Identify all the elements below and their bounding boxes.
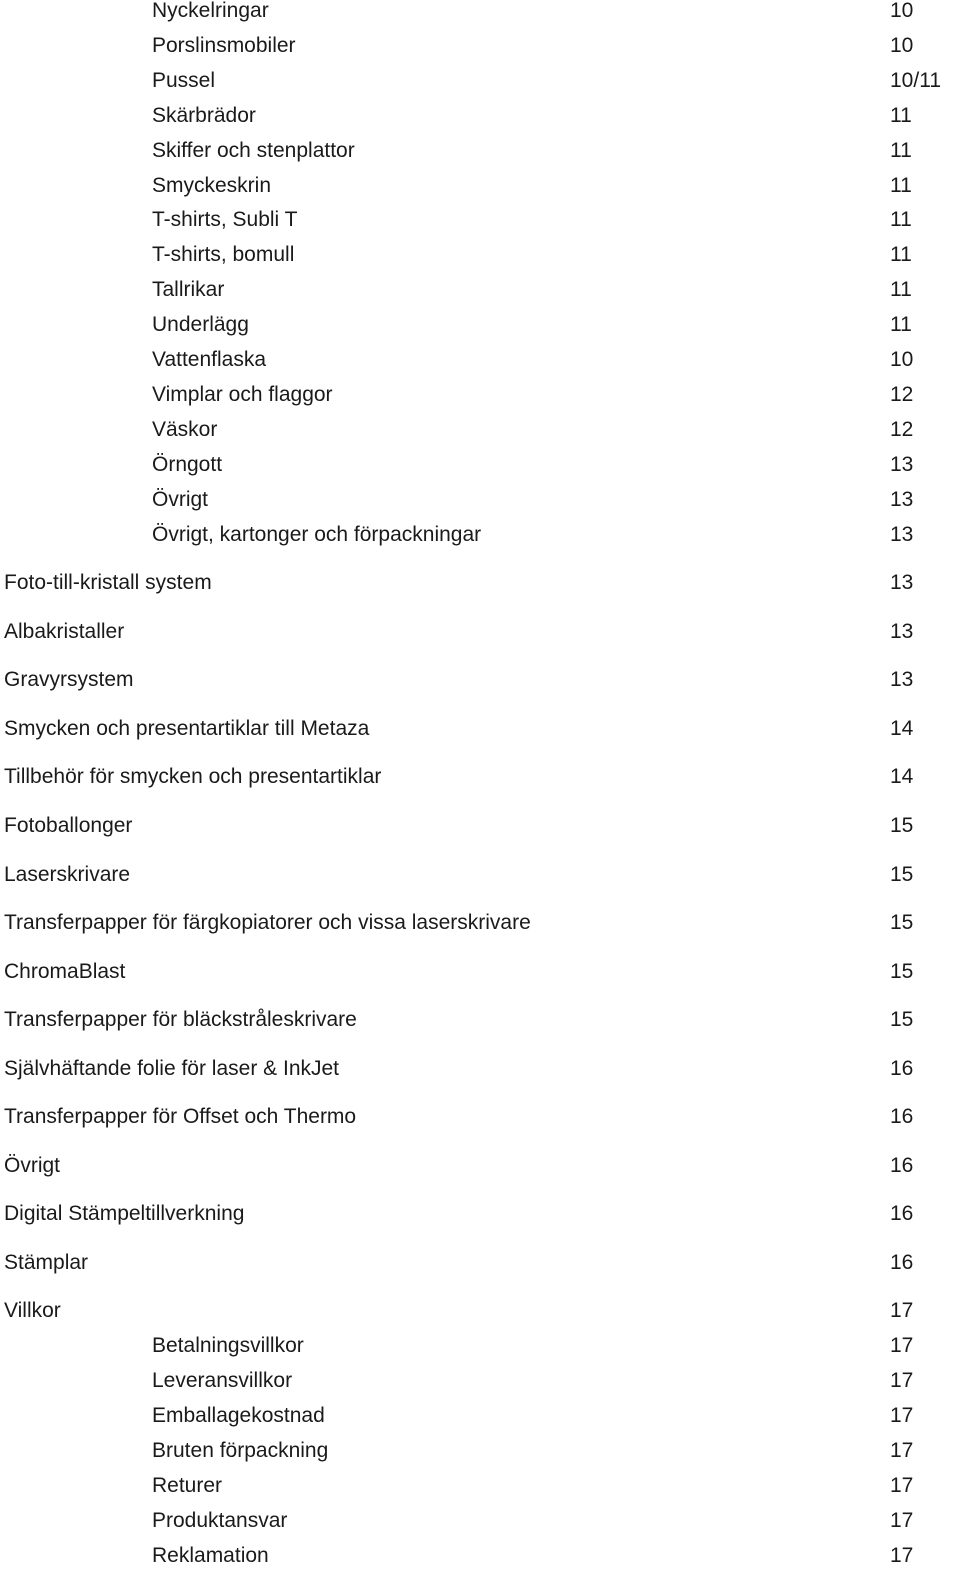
- toc-entry-page: 16: [890, 1251, 914, 1274]
- toc-entry-label: Nyckelringar: [152, 0, 269, 22]
- toc-entry-label: Vimplar och flaggor: [152, 383, 333, 406]
- toc-entry-label: Foto-till-kristall system: [4, 571, 212, 594]
- toc-entry: [0, 1506, 960, 1536]
- toc-entry-page: 13: [890, 523, 914, 546]
- toc-entry-label: Emballagekostnad: [152, 1404, 325, 1427]
- toc-entry-page: 11: [890, 104, 912, 127]
- toc-entry: [0, 31, 960, 61]
- toc-entry-page: 17: [890, 1299, 914, 1322]
- toc-entry-page: 10: [890, 34, 914, 57]
- toc-entry-page: 15: [890, 1008, 914, 1031]
- toc-entry-page: 15: [890, 911, 914, 934]
- toc-entry-label: Leveransvillkor: [152, 1369, 293, 1392]
- toc-entry: [0, 66, 960, 96]
- toc-entry: [0, 1541, 960, 1571]
- toc-entry-label: Tillbehör för smycken och presentartiklar: [4, 765, 382, 788]
- toc-entry: [0, 171, 960, 201]
- toc-entry: [0, 617, 960, 647]
- toc-entry-page: 10: [890, 0, 914, 22]
- toc-entry-page: 11: [890, 313, 912, 336]
- toc-entry: [0, 908, 960, 938]
- toc-entry: [0, 415, 960, 445]
- toc-entry-label: T-shirts, Subli T: [152, 208, 298, 231]
- toc-entry-label: Smycken och presentartiklar till Metaza: [4, 717, 370, 740]
- toc-entry-page: 16: [890, 1154, 914, 1177]
- toc-entry: [0, 1005, 960, 1035]
- toc-entry-page: 13: [890, 571, 914, 594]
- toc-entry-page: 12: [890, 418, 914, 441]
- toc-entry-page: 13: [890, 620, 914, 643]
- toc-entry-label: Porslinsmobiler: [152, 34, 296, 57]
- toc-entry-label: Smyckeskrin: [152, 174, 272, 197]
- toc-entry: [0, 520, 960, 550]
- toc-entry-page: 13: [890, 453, 914, 476]
- toc-entry-page: 15: [890, 814, 914, 837]
- toc-entry: [0, 240, 960, 270]
- toc-entry: [0, 1471, 960, 1501]
- toc-entry-label: Självhäftande folie för laser & InkJet: [4, 1057, 340, 1080]
- toc-entry-page: 15: [890, 863, 914, 886]
- toc-entry: [0, 450, 960, 480]
- toc-entry: [0, 380, 960, 410]
- toc-entry-page: 14: [890, 765, 914, 788]
- toc-entry: [0, 1248, 960, 1278]
- toc-entry-page: 17: [890, 1439, 914, 1462]
- toc-entry: [0, 275, 960, 305]
- toc-entry-page: 16: [890, 1057, 914, 1080]
- toc-entry-label: Vattenflaska: [152, 348, 267, 371]
- toc-entry: [0, 1401, 960, 1431]
- toc-entry-page: 15: [890, 960, 914, 983]
- toc-entry: [0, 1296, 960, 1326]
- toc-entry-page: 11: [890, 208, 912, 231]
- toc-entry: [0, 957, 960, 987]
- toc-entry-label: Skärbrädor: [152, 104, 256, 127]
- toc-entry: [0, 0, 960, 26]
- toc-entry-page: 11: [890, 243, 912, 266]
- toc-entry-label: Tallrikar: [152, 278, 225, 301]
- toc-entry-label: Örngott: [152, 453, 223, 476]
- toc-entry-page: 11: [890, 174, 912, 197]
- toc-entry: [0, 665, 960, 695]
- toc-entry-page: 17: [890, 1544, 914, 1567]
- toc-entry: [0, 762, 960, 792]
- toc-entry: [0, 568, 960, 598]
- toc-entry: [0, 485, 960, 515]
- toc-entry: [0, 136, 960, 166]
- toc-entry-page: 13: [890, 668, 914, 691]
- toc-entry-page: 10/11: [890, 69, 941, 92]
- toc-entry-page: 17: [890, 1509, 914, 1532]
- toc-entry-label: Produktansvar: [152, 1509, 288, 1532]
- toc-entry-page: 11: [890, 139, 912, 162]
- toc-entry: [0, 1331, 960, 1361]
- toc-entry-label: Digital Stämpeltillverkning: [4, 1202, 245, 1225]
- toc-entry-label: T-shirts, bomull: [152, 243, 295, 266]
- toc-entry-label: Fotoballonger: [4, 814, 133, 837]
- toc-entry-label: Övrigt: [4, 1154, 61, 1177]
- toc-entry-label: Laserskrivare: [4, 863, 131, 886]
- toc-entry-label: Returer: [152, 1474, 223, 1497]
- toc-entry: [0, 1054, 960, 1084]
- toc-entry-page: 17: [890, 1334, 914, 1357]
- toc-entry-label: Väskor: [152, 418, 218, 441]
- toc-entry-page: 16: [890, 1202, 914, 1225]
- toc-entry-label: Stämplar: [4, 1251, 89, 1274]
- toc-entry-page: 17: [890, 1369, 914, 1392]
- toc-entry: [0, 345, 960, 375]
- toc-entry-page: 11: [890, 278, 912, 301]
- toc-entry-page: 12: [890, 383, 914, 406]
- toc-entry-label: Reklamation: [152, 1544, 269, 1567]
- toc-entry-label: ChromaBlast: [4, 960, 126, 983]
- toc-entry-label: Skiffer och stenplattor: [152, 139, 355, 162]
- toc-entry-label: Albakristaller: [4, 620, 125, 643]
- toc-entry: [0, 811, 960, 841]
- toc-entry: [0, 310, 960, 340]
- toc-entry-page: 14: [890, 717, 914, 740]
- toc-entry: [0, 101, 960, 131]
- toc-entry-page: 17: [890, 1474, 914, 1497]
- toc-entry-label: Transferpapper för färgkopiatorer och vissa laserskrivare: [4, 911, 531, 934]
- toc-entry: [0, 1102, 960, 1132]
- toc-entry: [0, 1151, 960, 1181]
- toc-entry-label: Betalningsvillkor: [152, 1334, 304, 1357]
- toc-entry-page: 16: [890, 1105, 914, 1128]
- toc-entry: [0, 714, 960, 744]
- toc-entry-page: 17: [890, 1404, 914, 1427]
- toc-entry: [0, 205, 960, 235]
- toc-entry-label: Övrigt, kartonger och förpackningar: [152, 523, 482, 546]
- toc-entry-label: Pussel: [152, 69, 216, 92]
- toc-entry: [0, 1366, 960, 1396]
- toc-entry: [0, 1199, 960, 1229]
- toc-entry: [0, 1436, 960, 1466]
- toc-entry-label: Övrigt: [152, 488, 209, 511]
- toc-entry-label: Bruten förpackning: [152, 1439, 329, 1462]
- toc-entry-page: 10: [890, 348, 914, 371]
- toc-entry-label: Transferpapper för Offset och Thermo: [4, 1105, 357, 1128]
- toc-entry-page: 13: [890, 488, 914, 511]
- toc-entry: [0, 860, 960, 890]
- toc-entry-label: Villkor: [4, 1299, 61, 1322]
- toc-entry-label: Underlägg: [152, 313, 249, 336]
- toc-entry-label: Gravyrsystem: [4, 668, 134, 691]
- toc-entry-label: Transferpapper för bläckstråleskrivare: [4, 1008, 357, 1031]
